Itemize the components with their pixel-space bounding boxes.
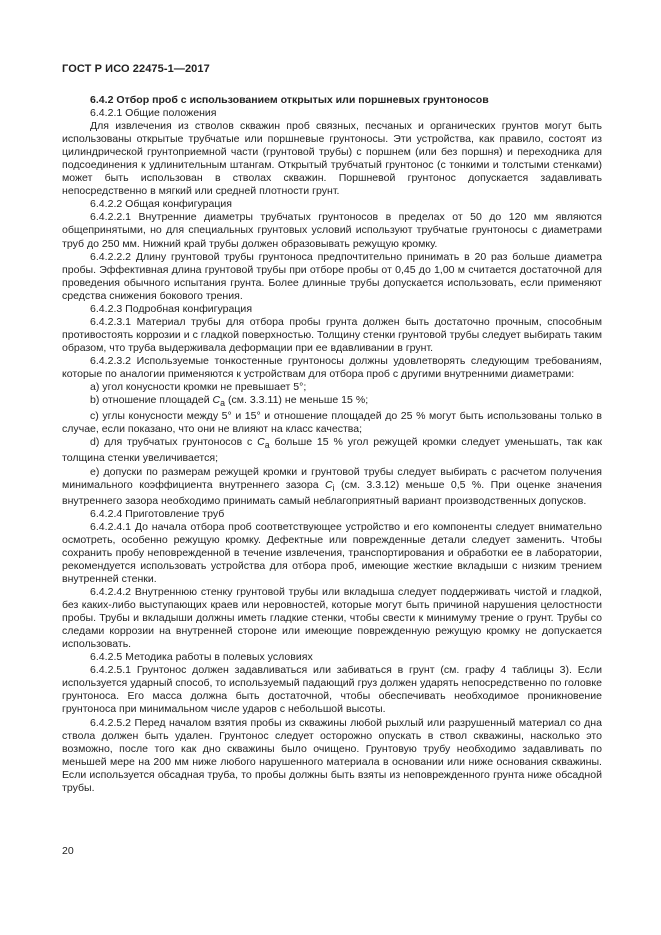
- document-body: [62, 94, 602, 795]
- list-item-d: d) для трубчатых грунтоносов с $C_a$ больше 15 % угол режущей кромки следует уменьшать, так как толщина стенки увеличивается;: [62, 436, 602, 465]
- subsection-heading-6-4-2-3: 6.4.2.3 Подробная конфигурация: [90, 302, 253, 315]
- list-item-c: c) углы конусности между 5° и 15° и отношение площадей до 25 % могут быть использованы только в случае, если показано, что они не влияют на класс качества;: [62, 410, 602, 436]
- paragraph-6-4-2-5-2: 6.4.2.5.2 Перед началом взятия пробы из скважины любой рыхлый или разрушенный материал со дна ствола должен быть удален. Грунтонос следует осторожно опускать в ствол скважины, насколько это возможно, после того как дно скважины было очищено. Грунтовую трубу необходимо задавливать по меньшей мере на 200 мм ниже любого нарушенного материала в основании или ниже основания скважины. Если используется обсадная труба, то пробы должны быть взяты из неповрежденного грунта ниже обсадной трубы.: [62, 716, 602, 794]
- subsection-heading-6-4-2-1: 6.4.2.1 Общие положения: [90, 107, 217, 120]
- paragraph-6-4-2-3-1: 6.4.2.3.1 Материал трубы для отбора пробы грунта должен быть достаточно прочным, способным противостоять коррозии и с гладкой поверхностью. Толщину стенки грунтовой трубы следует выбирать таким образом, что труба выдерживала деформации при ее вдавливании в грунт.: [62, 315, 602, 354]
- section-heading-6-4-2: 6.4.2 Отбор проб с использованием открытых или поршневых грунтоносов: [90, 94, 489, 106]
- list-item-e: e) допуски по размерам режущей кромки и грунтовой трубы следует выбирать с расчетом получения минимального коэффициента внутреннего зазора $C_i$ (см. 3.3.12) меньше 0,5 %. При оценке значения внутреннего зазора необходимо принимать самый неблагоприятный вариант производственных допусков.: [62, 465, 602, 507]
- list-item-a: a) угол конусности кромки не превышает 5°;: [90, 381, 307, 394]
- subsection-heading-6-4-2-2: 6.4.2.2 Общая конфигурация: [90, 198, 232, 211]
- subsection-heading-6-4-2-4: 6.4.2.4 Приготовление труб: [90, 507, 225, 520]
- paragraph-6-4-2-2-2: 6.4.2.2.2 Длину грунтовой трубы грунтоноса предпочтительно принимать в 20 раз больше диаметра пробы. Эффективная длина грунтовой трубы при отборе пробы от 0,45 до 1,00 м считается достаточной для проведения обычного испытания грунта. Более длинные трубы допускается использовать, если применяют средства снижения бокового трения.: [62, 250, 602, 302]
- subsection-heading-6-4-2-5: 6.4.2.5 Методика работы в полевых условиях: [90, 651, 313, 664]
- paragraph-6-4-2-1: Для извлечения из стволов скважин проб связных, песчаных и органических грунтов могут быть использованы открытые трубчатые или поршневые грунтоносы. Эти устройства, как правило, состоят из цилиндрической грунтоприемной части (грунтовой трубы) с поршнем (или без поршня) и переходника для подсоединения к удлинительным штангам. Открытый трубчатый грунтонос (с тонкими и толстыми стенками) может быть использован в стволах скважин. Поршневой грунтонос допускается задавливать непосредственно в мягкий или средней плотности грунт.: [62, 120, 602, 198]
- paragraph-6-4-2-5-1: 6.4.2.5.1 Грунтонос должен задавливаться или забиваться в грунт (см. графу 4 таблицы 3). Если используется ударный способ, то используемый падающий груз должен ударять непосредственно по головке грунтоноса. Его масса должна быть достаточной, чтобы обеспечивать необходимое проникновение грунтоноса при минимальном числе ударов с небольшой высоты.: [62, 664, 602, 716]
- paragraph-6-4-2-4-1: 6.4.2.4.1 До начала отбора проб соответствующее устройство и его компоненты следует внимательно осмотреть, особенно режущую кромку. Дефектные или поврежденные детали следует заменить. Чтобы сохранить пробу неповрежденной в течение извлечения, транспортирования и обработки ее в лаборатории, рекомендуется использовать устройства для отбора проб, имеющие жесткие вкладыши с низким трением внутренней стенки.: [62, 520, 602, 586]
- list-item-b: b) отношение площадей $C_a$ (см. 3.3.11) не меньше 15 %;: [90, 394, 369, 409]
- paragraph-6-4-2-2-1: 6.4.2.2.1 Внутренние диаметры трубчатых грунтоносов в пределах от 50 до 120 мм являются общепринятыми, но для специальных грунтовых условий используют трубчатые грунтоносы с диаметрами труб до 250 мм. Нижний край трубы должен образовывать режущую кромку.: [62, 211, 602, 250]
- page-number: 20: [62, 845, 74, 857]
- paragraph-6-4-2-3-2: 6.4.2.3.2 Используемые тонкостенные грунтоносы должны удовлетворять следующим требованиям, которые по аналогии применяются к устройствам для отбора проб с другими внутренними диаметрами:: [62, 354, 602, 380]
- document-header: ГОСТ Р ИСО 22475-1—2017: [62, 63, 210, 75]
- paragraph-6-4-2-4-2: 6.4.2.4.2 Внутреннюю стенку грунтовой трубы или вкладыша следует поддерживать чистой и гладкой, без каких-либо выступающих краев или неровностей, которые могут быть причиной нарушения целостности пробы. Трубы и вкладыши должны иметь гладкие стенки, чтобы свести к минимуму трение о грунт. Трубы со следами коррозии на внутренней стороне или имеющие поврежденную режущую кромку не допускается использовать.: [62, 586, 602, 651]
